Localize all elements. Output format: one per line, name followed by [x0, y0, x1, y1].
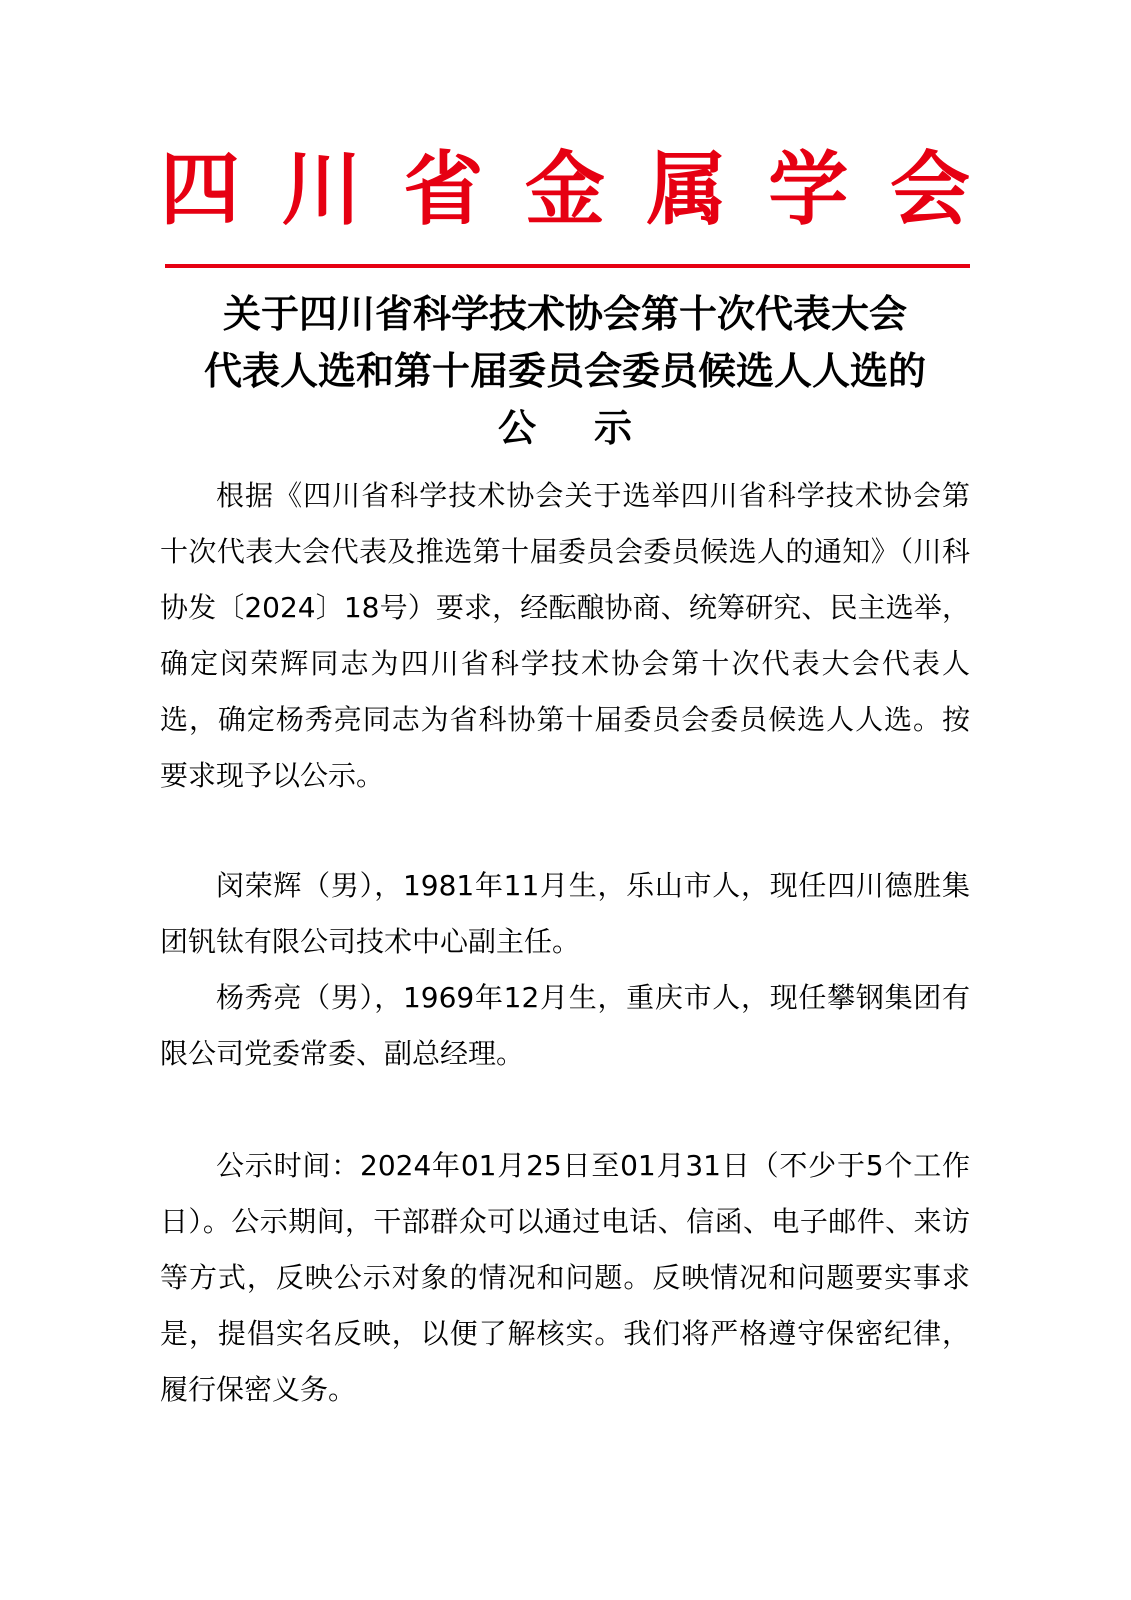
letterhead-char: 会 — [889, 143, 970, 236]
title-line-2: 代表人选和第十届委员会委员候选人人选的 — [203, 348, 926, 393]
title-line-1: 关于四川省科学技术协会第十次代表大会 — [222, 291, 907, 336]
letterhead-char: 学 — [768, 143, 849, 236]
letterhead-char: 省 — [403, 143, 484, 236]
intro-paragraph-block — [160, 468, 970, 804]
candidate-2-paragraph: 杨秀亮（男），1969年12月生，重庆市人，现任攀钢集团有限公司党委常委、副总经理。 — [160, 981, 970, 1070]
letterhead-char: 川 — [281, 143, 362, 236]
candidate-1-paragraph: 闵荣辉（男），1981年11月生，乐山市人，现任四川德胜集团钒钛有限公司技术中心副主任。 — [160, 869, 970, 958]
intro-paragraph: 根据《四川省科学技术协会关于选举四川省科学技术协会第十次代表大会代表及推选第十届委员会委员候选人的通知》（川科协发〔2024〕18号）要求，经酝酿协商、统筹研究、民主选举，确定闵荣辉同志为四川省科学技术协会第十次代表大会代表人选，确定杨秀亮同志为省科协第十届委员会委员候选人人选。按要求现予以公示。 — [160, 479, 970, 792]
document-title — [150, 285, 980, 456]
letterhead-char: 属 — [646, 143, 727, 236]
organization-letterhead — [160, 140, 970, 240]
title-line-3: 公示 — [497, 405, 690, 450]
letterhead-char: 金 — [524, 143, 605, 236]
publicity-period-paragraph: 公示时间：2024年01月25日至01月31日（不少于5个工作日）。公示期间，干部群众可以通过电话、信函、电子邮件、来访等方式，反映公示对象的情况和问题。反映情况和问题要实事求是，提倡实名反映，以便了解核实。我们将严格遵守保密纪律，履行保密义务。 — [160, 1149, 970, 1406]
letterhead-char: 四 — [160, 143, 240, 236]
candidate-2-block — [160, 970, 970, 1082]
candidate-1-block — [160, 858, 970, 970]
letterhead-divider — [165, 264, 970, 268]
publicity-period-block — [160, 1138, 970, 1418]
